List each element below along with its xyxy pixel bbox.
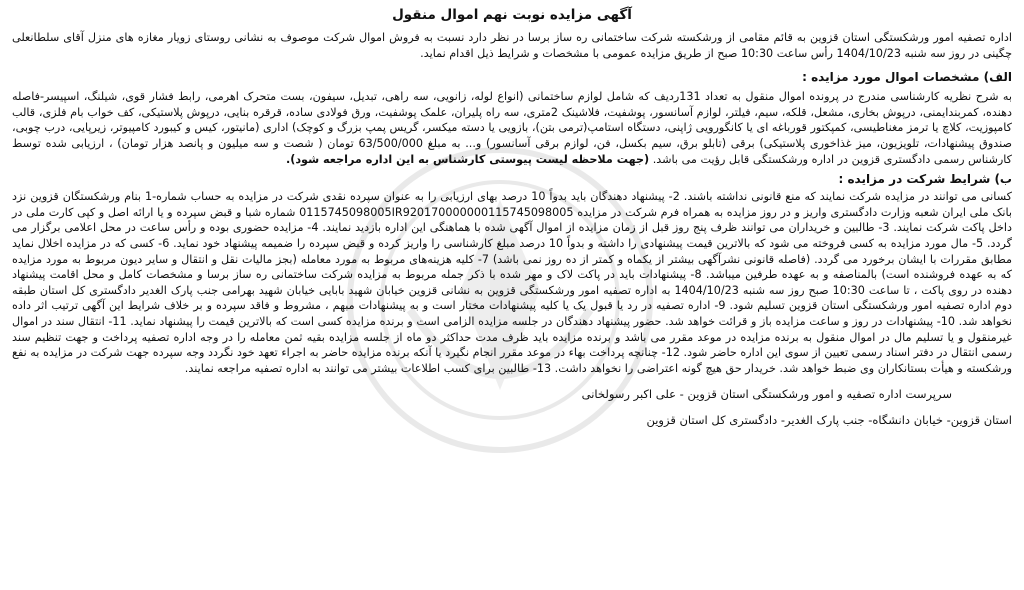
section-a-text: به شرح نظریه کارشناسی مندرج در پرونده اموال منقول به تعداد 131ردیف که شامل لوازم ساختمانی (انواع لوله، زانویی، سه راهی، تبدیل، سیفون، بست متحرک اهرمی، رابط فشار قوی، شیلنگ، اسپیسر-فاصله دهنده، کمربندایمنی، درپوش بخاری، مشعل، قلکه، سیم، فیلتر، لوازم آسانسور، پوشفیت، فلاشینک 2متری، سه راه پلیران، علمک پوشفیت، ورق فولادی ساده، قرقره بنایی، درپوش پلاستیکی، کف خواب بام فلزی، قالب کامپوزیت، کلاچ یا ترمز مغناطیسی، کمپکتور قورباغه ای یا کانگورویی ژاپنی، دستگاه استامپ(ترمی بتن)، بازویی یا دسته میکسر، گریس پمپ بزرگ و کوچک) اداری (مانیتور، کیس و کیبورد کامپیوتر، زیرپایی، درب چوبی، صندوق پیشنهادات، تلویزیون، میز غذاخوری پلاستیکی) برقی (تابلو برق، سیم بکسل، فن، لوازم برقی آسانسور) و... به مبلغ 63/500/000 تومان ( شصت و سه میلیون و پانصد هزار تومان) ، ارزیابی شده توسط کارشناس رسمی دادگستری قزوین در اداره ورشکستگی قابل رؤیت می باشد. <box>12 90 1012 166</box>
section-a-note: (جهت ملاحظه لیست پیوستی کارشناس به این اداره مراجعه شود). <box>285 152 650 166</box>
section-a-heading: الف) مشخصات اموال مورد مزایده : <box>802 70 1012 85</box>
section-b-paragraph: کسانی می توانند در مزایده شرکت نمایند که منع قانونی نداشته باشند. 2- پیشنهاد دهندگان باید بدواً 10 درصد بهای ارزیابی را به عنوان سپرده نقدی شرکت در مزایده به حساب شماره-1 بنام ورشکستگان قزوین نزد بانک ملی ایران شعبه وزارت دادگستری واریز و در روز مزایده به همراه فرم شرکت در مزایده 0115745098005IR920170000000115745098005 شماره شبا و قبض سپرده و یا ارائه اصل و کپی کارت ملی در داخل پاکت شرکت نمایند. 3- طالبین و خریداران می توانند ظرف پنج روز قبل از زمان مزایده از اموال آگهی شده با هماهنگی این اداره بازدید نمایند. 4- مزایده حضوری بوده و رأس ساعت در محل اعلامی برگزار می گردد. 5- مال مورد مزایده به کسی فروخته می شود که بالاترین قیمت پیشنهادی را داشته و بدواً 10 درصد مبلغ کارشناسی را واریز کرده و قبض سپرده را ضمیمه پیشنهاد خود نماید. 6- کسی که در مزایده اخلال نماید مطابق مقررات با ایشان برخورد می گردد. (فاصله قانونی نشرآگهی بیشتر از یکماه و کمتر از ده روز نمی باشد) 7- کلیه هزینه‌های مربوط به مورد معامله (بجز مالیات نقل و انتقال و سایر دیون مربوط به مورد مزایده که به عهده فروشنده است) بالمناصفه و به عهده طرفین میباشد. 8- پیشنهادات باید در پاکت لاک و مهر شده با ذکر جمله مربوط به مزایده شرکت ساختمانی ره ساز برسا و مشخصات کامل و محل اقامت پیشنهاد دهنده در روی پاکت ، تا ساعت 10:30 صبح روز سه شنبه 1404/10/23 به اداره تصفیه امور ورشکستگی قزوین به نشانی قزوین خیابان شهید بابایی خیابان شهید بهرامی جنب پارک الغدیر دادگستری کل استان طبقه دوم اداره تصفیه امور ورشکستگی استان قزوین تسلیم شود. 9- اداره تصفیه در رد یا قبول یک یا کلیه پیشنهادات مختار است و به پیشنهادات مبهم ، مشروط و فاقد سپرده و بر خلاف شرایط این آگهی ترتیب اثر داده نخواهد شد. 10- پیشنهادات در روز و ساعت مزایده باز و قرائت خواهد شد. حضور پیشنهاد دهندگان در جلسه مزایده الزامی است و برنده مزایده کسی است که بالاترین قیمت را پیشنهاد نماید. 11- انتقال سند در اموال غیرمنقول و یا تسلیم مال در اموال منقول به برنده مزایده در موعد مقرر می باشد و برنده مزایده باید ظرف مدت حداکثر دو ماه از جلسه مزایده بقیه ثمن معامله را در وجه اداره تصفیه پرداخت و جهت تنظیم سند رسمی انتقال در دفتر اسناد رسمی تعیین از سوی این اداره حاضر شود. 12- چنانچه پرداخت بهاء در موعد مقرر انجام نگیرد یا آنکه برنده مزایده حاضر به اجراء تعهد خود نگردد وجه سپرده جهت شرکت در مزایده به نفع ورشکسته و هیأت بستانکاران وی ضبط خواهد شد. خریدار حق هیچ گونه اعتراضی را نخواهد داشت. 13- طالبین برای کسب اطلاعات بیشتر می توانند به اداره تصفیه مراجعه نمایند. <box>12 190 1013 375</box>
intro-paragraph: اداره تصفیه امور ورشکستگی استان قزوین به قائم مقامی از ورشکسته شرکت ساختمانی ره ساز برسا در نظر دارد نسبت به فروش اموال شرکت موصوف به نشانی روستای زویار مغازه های منزل آقای سلطانعلی چگینی در روز سه شنبه 1404/10/23 رأس ساعت 10:30 صبح از طریق مزایده عمومی با مشخصات و شرایط ذیل اقدام نماید. <box>12 31 1012 60</box>
section-a-paragraph <box>12 89 1012 167</box>
announcement-page <box>12 6 1012 428</box>
signature-line: سرپرست اداره تصفیه و امور ورشکستگی استان قزوین - علی اکبر رسولخانی <box>581 387 952 402</box>
section-b-heading: ب) شرایط شرکت در مزایده : <box>838 172 1012 187</box>
address-line: استان قزوین- خیابان دانشگاه- جنب پارک الغدیر- دادگستری کل استان قزوین <box>646 413 1012 428</box>
announcement-title: آگهی مزایده نوبت نهم اموال منقول <box>392 7 632 23</box>
